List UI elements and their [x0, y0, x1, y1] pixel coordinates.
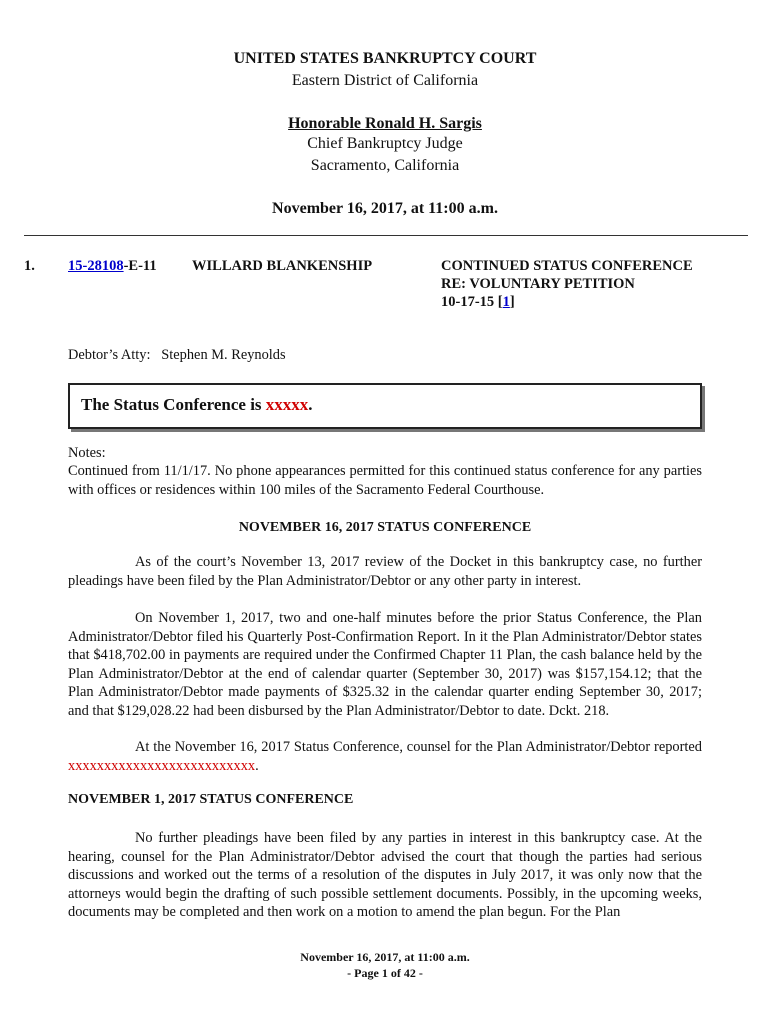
- judge-title: Chief Bankruptcy Judge: [307, 135, 463, 152]
- footer-page-number: - Page 1 of 42 -: [347, 966, 423, 980]
- docket-link[interactable]: 1: [502, 294, 510, 310]
- ruling-placeholder: xxxxx: [265, 395, 309, 414]
- paragraph-status-report: [68, 738, 702, 775]
- notes-text: Continued from 11/1/17. No phone appearances permitted for this continued status conference for any parties with offices or residences within 100 miles of the Sacramento Federal Courthouse.: [68, 463, 702, 498]
- paragraph-quarterly-report: On November 1, 2017, two and one-half minutes before the prior Status Conference, the Plan Administrator/Debtor filed his Quarterly Post-Confirmation Report. In it the Plan Administrator/Debtor states that $418,702.00 in payments are required under the Confirmed Chapter 11 Plan, the cash balance held by the Plan Administrator/Debtor at the end of calendar quarter (September 30, 2017) was $157,154.12; that the Plan Administrator/Debtor made payments of $325.32 in the calendar quarter ending September 30, 2017; and that $129,028.22 had been disbursed by the Plan Administrator/Debtor to date. Dckt. 218.: [68, 610, 702, 719]
- ruling-period: .: [308, 395, 313, 414]
- status-report-end: .: [255, 757, 259, 774]
- case-number-link[interactable]: 15-28108: [68, 258, 124, 274]
- ruling-prefix: The Status Conference is: [81, 395, 266, 414]
- notes-label: Notes:: [68, 445, 106, 461]
- matter-close: ]: [509, 294, 515, 310]
- matter-line-3: [441, 293, 693, 311]
- case-suffix: -E-11: [123, 258, 157, 274]
- case-number: [68, 257, 157, 275]
- paragraph-settlement-discussions: No further pleadings have been filed by any parties in interest in this bankruptcy case. At the hearing, counsel for the Plan Administrator/Debtor advised the court that though the parties had serious discussions and worked out the terms of a resolution of the disputes in July 2017, it was only now that the attorneys would begin the drafting of such possible settlement documents. Possibly, in the upcoming weeks, documents may be completed and then work on a motion to amend the plan begun. For the Plan: [68, 830, 702, 920]
- header-divider: [24, 235, 748, 236]
- paragraph-docket-review: As of the court’s November 13, 2017 review of the Docket in this bankruptcy case, no further pleadings have been filed by the Plan Administrator/Debtor or any other party in interest.: [68, 554, 702, 589]
- debtor-name: WILLARD BLANKENSHIP: [192, 258, 373, 274]
- matter-line-1: CONTINUED STATUS CONFERENCE: [441, 258, 693, 274]
- item-number: 1.: [24, 258, 35, 274]
- judge-name: Honorable Ronald H. Sargis: [288, 115, 482, 132]
- debtor-attorney: Debtor’s Atty: Stephen M. Reynolds: [68, 347, 286, 363]
- court-name: UNITED STATES BANKRUPTCY COURT: [233, 50, 537, 67]
- ruling-box: [68, 383, 702, 429]
- section-heading-nov-16: NOVEMBER 16, 2017 STATUS CONFERENCE: [238, 520, 532, 535]
- court-location: Sacramento, California: [310, 157, 460, 174]
- status-report-placeholder: xxxxxxxxxxxxxxxxxxxxxxxxxx: [68, 757, 256, 774]
- matter-date: 10-17-15 [: [441, 294, 503, 310]
- section-heading-nov-1: NOVEMBER 1, 2017 STATUS CONFERENCE: [68, 792, 354, 807]
- district-name: Eastern District of California: [291, 72, 479, 89]
- status-report-text: At the November 16, 2017 Status Conference, counsel for the Plan Administrator/Debtor reported: [135, 739, 702, 755]
- hearing-date: November 16, 2017, at 11:00 a.m.: [272, 200, 498, 217]
- matter-line-2: RE: VOLUNTARY PETITION: [441, 276, 635, 292]
- matter-description: [441, 257, 693, 311]
- footer-date: November 16, 2017, at 11:00 a.m.: [300, 950, 470, 964]
- ruling-text: [81, 395, 313, 415]
